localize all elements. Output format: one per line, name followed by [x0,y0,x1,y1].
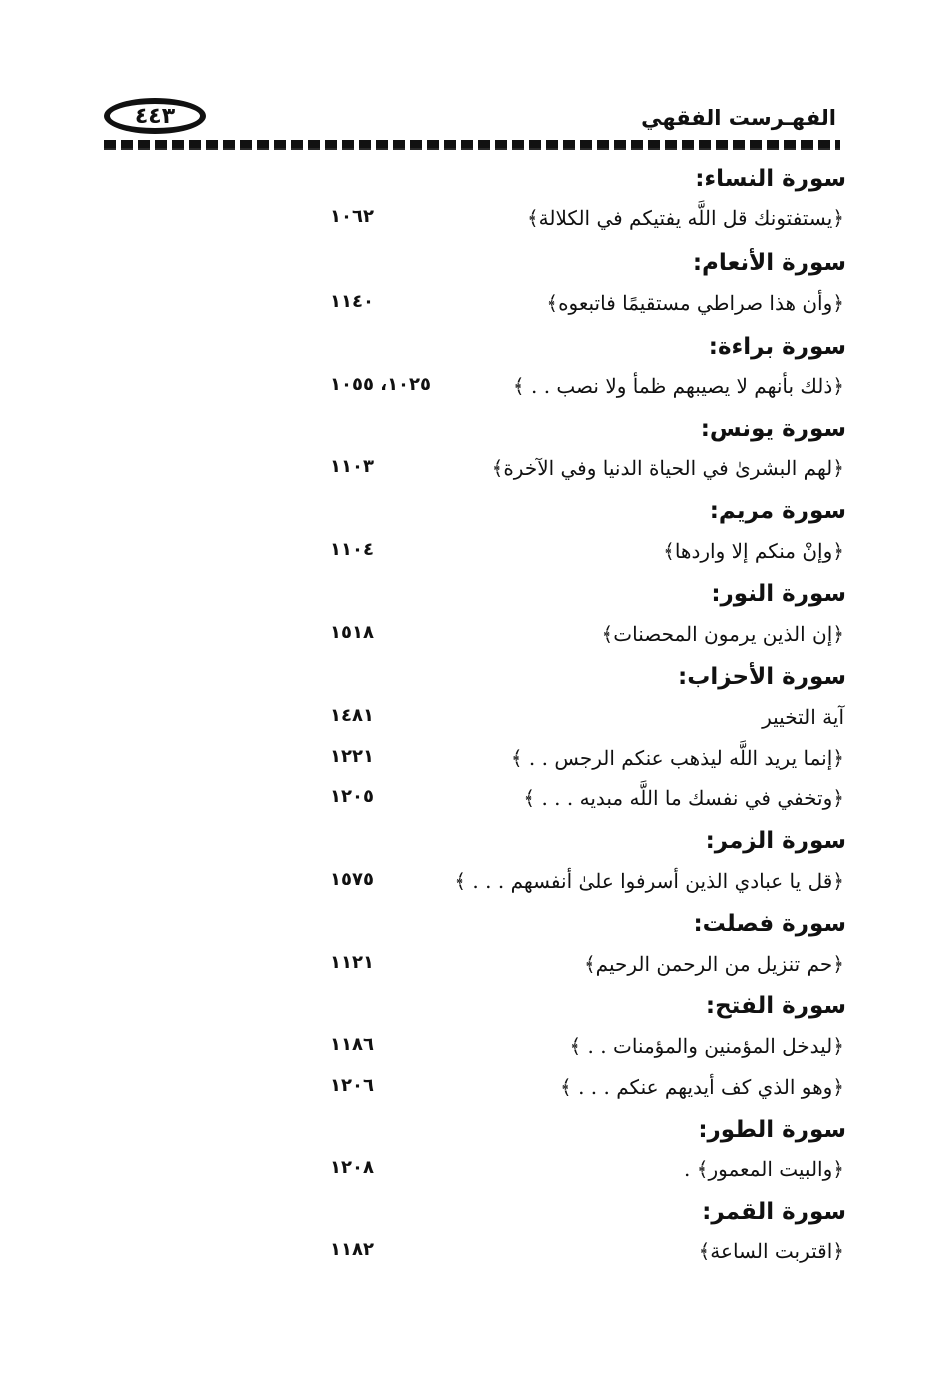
index-entry [0,291,944,325]
index-entry [0,1157,944,1191]
index-entry [0,206,944,240]
page-references: ١٢٠٦ [330,1075,374,1096]
surah-heading: سورة الفتح: [705,993,846,1019]
verse-text: ﴿وإنْ منكم إلا واردها﴾ [663,539,844,563]
surah-heading: سورة الأنعام: [692,250,846,276]
page-references: ١١٤٠ [330,291,374,312]
verse-text: ﴿وأن هذا صراطي مستقيمًا فاتبعوه﴾ [546,291,844,315]
index-entry [0,746,944,780]
surah-heading: سورة الطور: [698,1117,846,1143]
verse-text: ﴿حم تنزيل من الرحمن الرحيم﴾ [583,952,844,976]
index-entry [0,1034,944,1068]
verse-text: ﴿إنما يريد اللَّه ليذهب عنكم الرجس . . ﴾ [510,746,844,770]
page-references: ١٢٠٥ [330,786,374,807]
verse-text: ﴿قل يا عبادي الذين أسرفوا علىٰ أنفسهم . . . ﴾ [454,869,844,893]
verse-text: ﴿وهو الذي كف أيديهم عنكم . . . ﴾ [560,1075,844,1099]
page-number: ٤٤٣ [134,103,176,129]
page-references: ١٠٦٢ [330,206,374,227]
page-references: ١٠٢٥، ١٠٥٥ [330,374,432,395]
surah-heading: سورة مريم: [709,498,846,524]
surah-heading: سورة براءة: [708,334,846,360]
verse-text: ﴿ليدخل المؤمنين والمؤمنات . . ﴾ [569,1034,844,1058]
page-references: ١٢٠٨ [330,1157,374,1178]
index-entry [0,374,944,408]
surah-heading: سورة يونس: [700,416,846,442]
page-references: ١١٢١ [330,952,374,973]
surah-heading: سورة فصلت: [693,911,846,937]
surah-heading: سورة النور: [711,581,846,607]
index-entry [0,456,944,490]
surah-heading: سورة الأحزاب: [678,664,846,690]
index-entry [0,539,944,573]
running-title: الفهـرست الفقهي [641,106,836,130]
index-entry [0,786,944,820]
verse-text: ﴿لهم البشرىٰ في الحياة الدنيا وفي الآخرة﴾ [491,456,844,480]
verse-text: آية التخيير [762,705,844,729]
index-entry [0,869,944,903]
surah-heading: سورة النساء: [695,166,846,192]
page-references: ١٥٧٥ [330,869,374,890]
page-references: ١٢٢١ [330,746,374,767]
verse-text: ﴿والبيت المعمور﴾ . [684,1157,844,1181]
verse-text: ﴿إن الذين يرمون المحصنات﴾ [601,622,844,646]
index-entry [0,705,944,739]
surah-heading: سورة الزمر: [705,828,846,854]
verse-text: ﴿ذلك بأنهم لا يصيبهم ظمأ ولا نصب . . ﴾ [512,374,844,398]
index-entry [0,1239,944,1273]
verse-text: ﴿اقتربت الساعة﴾ [698,1239,844,1263]
index-entry [0,1075,944,1109]
index-entry [0,952,944,986]
page-references: ١٤٨١ [330,705,374,726]
header-divider-secondary [104,147,840,150]
page-number-badge [104,98,206,134]
verse-text: ﴿وتخفي في نفسك ما اللَّه مبديه . . . ﴾ [523,786,844,810]
page-references: ١١٨٦ [330,1034,374,1055]
verse-text: ﴿يستفتونك قل اللَّه يفتيكم في الكلالة﴾ [526,206,844,230]
surah-heading: سورة القمر: [702,1199,846,1225]
page-references: ١١٠٤ [330,539,374,560]
page-references: ١٥١٨ [330,622,374,643]
page-references: ١١٠٣ [330,456,374,477]
index-entry [0,622,944,656]
page-references: ١١٨٢ [330,1239,374,1260]
page-header [100,92,840,154]
